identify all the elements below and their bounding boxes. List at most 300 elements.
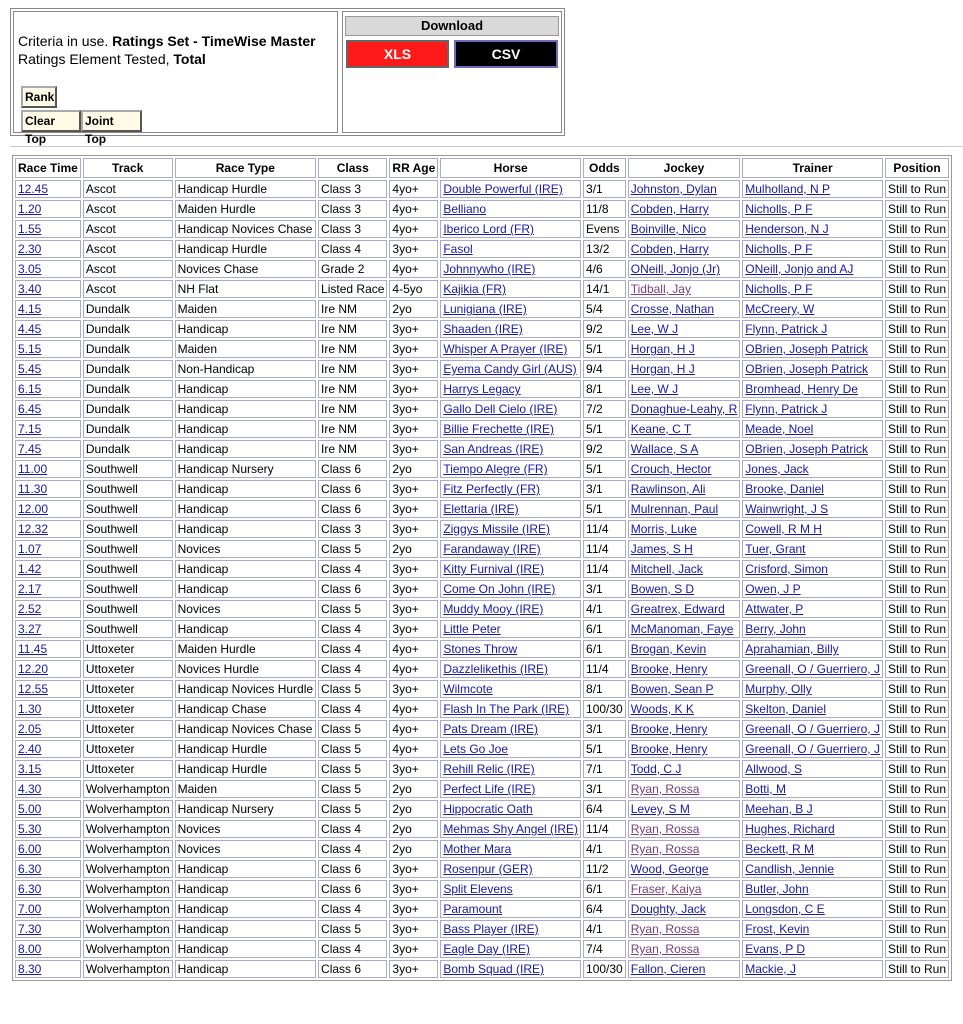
trainer-link[interactable]: OBrien, Joseph Patrick <box>745 342 868 356</box>
element-prefix: Ratings Element Tested, <box>18 51 174 67</box>
age-cell: 3yo+ <box>389 420 438 438</box>
age-cell: 4-5yo <box>389 280 438 298</box>
race-time-link[interactable]: 12.45 <box>18 182 49 196</box>
race-type-cell: Handicap <box>175 520 316 538</box>
jockey-link[interactable]: Brogan, Kevin <box>630 642 707 656</box>
horse-link[interactable]: Farandaway (IRE) <box>443 542 541 556</box>
trainer-link[interactable]: Beckett, R M <box>745 842 814 856</box>
jockey-link[interactable]: Cobden, Harry <box>630 242 709 256</box>
horse-cell <box>440 760 581 778</box>
race-type-cell: Non-Handicap <box>175 360 316 378</box>
position-cell: Still to Run <box>885 260 949 278</box>
jockey-cell <box>628 840 741 858</box>
rank-button[interactable]: Rank <box>21 86 57 108</box>
race-time-link[interactable]: 3.15 <box>18 762 42 776</box>
trainer-link[interactable]: Aprahamian, Billy <box>745 642 839 656</box>
horse-cell <box>440 340 581 358</box>
horse-link[interactable]: Billie Frechette (IRE) <box>443 422 555 436</box>
track-cell: Ascot <box>83 260 173 278</box>
race-time-link[interactable]: 4.30 <box>18 782 42 796</box>
race-time-link[interactable]: 3.05 <box>18 262 42 276</box>
jockey-link[interactable]: Ryan, Rossa <box>630 822 700 836</box>
trainer-link[interactable]: Owen, J P <box>745 582 801 596</box>
trainer-cell <box>742 460 883 478</box>
jockey-cell <box>628 340 741 358</box>
header-row <box>15 158 949 178</box>
race-time-link[interactable]: 1.30 <box>18 702 42 716</box>
class-cell: Class 6 <box>318 580 387 598</box>
trainer-cell <box>742 880 883 898</box>
horse-cell <box>440 240 581 258</box>
age-cell: 4yo+ <box>389 700 438 718</box>
horse-link[interactable]: Fitz Perfectly (FR) <box>443 482 540 496</box>
table-row <box>15 800 949 818</box>
race-time-cell <box>15 220 81 238</box>
table-row <box>15 580 949 598</box>
jockey-cell <box>628 360 741 378</box>
race-time-link[interactable]: 7.00 <box>18 902 42 916</box>
horse-link[interactable]: Whisper A Prayer (IRE) <box>443 342 568 356</box>
age-cell: 2yo <box>389 820 438 838</box>
race-time-link[interactable]: 11.30 <box>18 482 48 496</box>
jockey-link[interactable]: Woods, K K <box>630 702 694 716</box>
horse-link[interactable]: Perfect Life (IRE) <box>443 782 536 796</box>
jockey-link[interactable]: Donaghue-Leahy, R <box>630 402 738 416</box>
horse-link[interactable]: Come On John (IRE) <box>443 582 556 596</box>
jockey-link[interactable]: Crouch, Hector <box>630 462 712 476</box>
track-cell: Ascot <box>83 240 173 258</box>
horse-cell <box>440 960 581 978</box>
trainer-link[interactable]: Candlish, Jennie <box>745 862 834 876</box>
race-time-link[interactable]: 2.17 <box>18 582 42 596</box>
position-cell: Still to Run <box>885 220 949 238</box>
race-time-cell <box>15 740 81 758</box>
class-cell: Class 6 <box>318 960 387 978</box>
table-row <box>15 340 949 358</box>
race-time-link[interactable]: 1.42 <box>18 562 42 576</box>
table-row <box>15 500 949 518</box>
table-row <box>15 660 949 678</box>
table-row <box>15 520 949 538</box>
trainer-link[interactable]: Skelton, Daniel <box>745 702 826 716</box>
trainer-link[interactable]: Nicholls, P F <box>745 282 813 296</box>
trainer-cell <box>742 180 883 198</box>
track-cell: Ascot <box>83 280 173 298</box>
trainer-link[interactable]: Meehan, B J <box>745 802 813 816</box>
trainer-link[interactable]: Hughes, Richard <box>745 822 835 836</box>
horse-cell <box>440 300 581 318</box>
race-time-link[interactable]: 6.30 <box>18 882 42 896</box>
age-cell: 3yo+ <box>389 760 438 778</box>
trainer-link[interactable]: McCreery, W <box>745 302 815 316</box>
jockey-link[interactable]: Cobden, Harry <box>630 202 709 216</box>
race-time-link[interactable]: 6.00 <box>18 842 42 856</box>
odds-cell: 7/4 <box>583 940 626 958</box>
trainer-link[interactable]: Wainwright, J S <box>745 502 829 516</box>
race-time-cell <box>15 180 81 198</box>
jockey-cell <box>628 620 741 638</box>
horse-cell <box>440 380 581 398</box>
horse-link[interactable]: Dazzlelikethis (IRE) <box>443 662 549 676</box>
jockey-cell <box>628 860 741 878</box>
age-cell: 3yo+ <box>389 860 438 878</box>
race-type-cell: Handicap <box>175 320 316 338</box>
race-time-cell <box>15 560 81 578</box>
jockey-link[interactable]: Keane, C T <box>630 422 692 436</box>
trainer-cell <box>742 940 883 958</box>
trainer-link[interactable]: Mulholland, N P <box>745 182 830 196</box>
trainer-cell <box>742 640 883 658</box>
track-cell: Southwell <box>83 600 173 618</box>
race-time-link[interactable]: 5.45 <box>18 362 42 376</box>
jockey-link[interactable]: Ryan, Rossa <box>630 842 700 856</box>
trainer-link[interactable]: Evans, P D <box>745 942 806 956</box>
odds-cell: 7/1 <box>583 760 626 778</box>
jockey-link[interactable]: Brooke, Henry <box>630 722 708 736</box>
horse-link[interactable]: Wilmcote <box>443 682 493 696</box>
trainer-link[interactable]: Berry, John <box>745 622 806 636</box>
joint-top-button[interactable]: Joint Top <box>81 110 142 132</box>
trainer-link[interactable]: Henderson, N J <box>745 222 829 236</box>
class-cell: Ire NM <box>318 420 387 438</box>
trainer-link[interactable]: Meade, Noel <box>745 422 814 436</box>
class-cell: Class 3 <box>318 180 387 198</box>
table-row <box>15 440 949 458</box>
position-cell: Still to Run <box>885 420 949 438</box>
horse-cell <box>440 420 581 438</box>
horse-cell <box>440 840 581 858</box>
race-time-link[interactable]: 1.20 <box>18 202 42 216</box>
trainer-link[interactable]: Longsdon, C E <box>745 902 825 916</box>
position-cell: Still to Run <box>885 500 949 518</box>
trainer-link[interactable]: Bromhead, Henry De <box>745 382 858 396</box>
odds-cell: 11/4 <box>583 560 626 578</box>
horse-cell <box>440 600 581 618</box>
race-time-cell <box>15 380 81 398</box>
race-time-cell <box>15 800 81 818</box>
odds-cell: 11/4 <box>583 660 626 678</box>
trainer-link[interactable]: Butler, John <box>745 882 809 896</box>
jockey-link[interactable]: Fraser, Kaiya <box>630 882 702 896</box>
race-type-cell: Maiden Hurdle <box>175 640 316 658</box>
trainer-cell <box>742 260 883 278</box>
race-time-link[interactable]: 8.30 <box>18 962 42 976</box>
horse-link[interactable]: Tiempo Alegre (FR) <box>443 462 548 476</box>
trainer-link[interactable]: ONeill, Jonjo and AJ <box>745 262 854 276</box>
trainer-link[interactable]: Flynn, Patrick J <box>745 322 828 336</box>
horse-link[interactable]: Hippocratic Oath <box>443 802 533 816</box>
horse-link[interactable]: Mother Mara <box>443 842 512 856</box>
divider <box>10 146 963 147</box>
race-time-link[interactable]: 7.30 <box>18 922 42 936</box>
trainer-link[interactable]: Attwater, P <box>745 602 804 616</box>
trainer-link[interactable]: Brooke, Daniel <box>745 482 824 496</box>
race-time-link[interactable]: 5.15 <box>18 342 42 356</box>
age-cell: 4yo+ <box>389 660 438 678</box>
jockey-link[interactable]: Wallace, S A <box>630 442 699 456</box>
jockey-link[interactable]: James, S H <box>630 542 693 556</box>
trainer-link[interactable]: Nicholls, P F <box>745 242 813 256</box>
race-time-link[interactable]: 8.00 <box>18 942 42 956</box>
download-box <box>342 11 562 133</box>
race-time-link[interactable]: 12.32 <box>18 522 49 536</box>
age-cell: 3yo+ <box>389 620 438 638</box>
age-cell: 3yo+ <box>389 920 438 938</box>
race-time-link[interactable]: 5.30 <box>18 822 42 836</box>
jockey-link[interactable]: Ryan, Rossa <box>630 922 700 936</box>
horse-link[interactable]: Ziggys Missile (IRE) <box>443 522 550 536</box>
jockey-link[interactable]: Mulrennan, Paul <box>630 502 719 516</box>
trainer-link[interactable]: Cowell, R M H <box>745 522 822 536</box>
position-cell: Still to Run <box>885 600 949 618</box>
trainer-cell <box>742 200 883 218</box>
jockey-cell <box>628 900 741 918</box>
trainer-link[interactable]: Greenall, O / Guerriero, J <box>745 722 880 736</box>
table-row <box>15 780 949 798</box>
table-row <box>15 940 949 958</box>
track-cell: Wolverhampton <box>83 960 173 978</box>
trainer-cell <box>742 820 883 838</box>
horse-link[interactable]: Harrys Legacy <box>443 382 521 396</box>
age-cell: 4yo+ <box>389 220 438 238</box>
race-time-link[interactable]: 11.45 <box>18 642 48 656</box>
position-cell: Still to Run <box>885 180 949 198</box>
position-cell: Still to Run <box>885 680 949 698</box>
trainer-link[interactable]: Allwood, S <box>745 762 802 776</box>
jockey-cell <box>628 500 741 518</box>
jockey-link[interactable]: Boinville, Nico <box>630 222 707 236</box>
position-cell: Still to Run <box>885 660 949 678</box>
trainer-cell <box>742 720 883 738</box>
horse-link[interactable]: Rosenpur (GER) <box>443 862 533 876</box>
horse-link[interactable]: Lets Go Joe <box>443 742 509 756</box>
race-time-link[interactable]: 12.20 <box>18 662 49 676</box>
jockey-cell <box>628 280 741 298</box>
horse-link[interactable]: Fasol <box>443 242 473 256</box>
horse-link[interactable]: Little Peter <box>443 622 501 636</box>
horse-link[interactable]: Gallo Dell Cielo (IRE) <box>443 402 558 416</box>
race-time-cell <box>15 700 81 718</box>
horse-link[interactable]: Lunigiana (IRE) <box>443 302 527 316</box>
odds-cell: 6/1 <box>583 880 626 898</box>
race-time-cell <box>15 680 81 698</box>
horse-link[interactable]: Elettaria (IRE) <box>443 502 519 516</box>
trainer-cell <box>742 900 883 918</box>
horse-link[interactable]: Bomb Squad (IRE) <box>443 962 545 976</box>
horse-link[interactable]: Split Elevens <box>443 882 513 896</box>
jockey-link[interactable]: Lee, W J <box>630 382 679 396</box>
table-row <box>15 820 949 838</box>
table-row <box>15 320 949 338</box>
trainer-cell <box>742 360 883 378</box>
horse-link[interactable]: Mehmas Shy Angel (IRE) <box>443 822 579 836</box>
track-cell: Southwell <box>83 580 173 598</box>
jockey-link[interactable]: Lee, W J <box>630 322 679 336</box>
position-cell: Still to Run <box>885 720 949 738</box>
trainer-link[interactable]: Murphy, Olly <box>745 682 812 696</box>
jockey-link[interactable]: Bowen, S D <box>630 582 695 596</box>
jockey-link[interactable]: Ryan, Rossa <box>630 942 700 956</box>
jockey-link[interactable]: Rawlinson, Ali <box>630 482 706 496</box>
horse-link[interactable]: Flash In The Park (IRE) <box>443 702 570 716</box>
csv-download-button[interactable]: CSV <box>454 40 558 68</box>
horse-link[interactable]: Kitty Furnival (IRE) <box>443 562 544 576</box>
odds-cell: 3/1 <box>583 580 626 598</box>
track-cell: Dundalk <box>83 340 173 358</box>
jockey-link[interactable]: Brooke, Henry <box>630 742 708 756</box>
jockey-cell <box>628 960 741 978</box>
race-time-link[interactable]: 12.00 <box>18 502 49 516</box>
column-header-jockey: Jockey <box>628 158 741 178</box>
track-cell: Dundalk <box>83 360 173 378</box>
trainer-link[interactable]: Nicholls, P F <box>745 202 813 216</box>
jockey-link[interactable]: Brooke, Henry <box>630 662 708 676</box>
jockey-link[interactable]: Levey, S M <box>630 802 690 816</box>
trainer-link[interactable]: Flynn, Patrick J <box>745 402 828 416</box>
race-time-cell <box>15 940 81 958</box>
table-row <box>15 860 949 878</box>
race-time-link[interactable]: 3.40 <box>18 282 42 296</box>
trainer-link[interactable]: Botti, M <box>745 782 786 796</box>
jockey-link[interactable]: Horgan, H J <box>630 362 695 376</box>
horse-link[interactable]: Muddy Mooy (IRE) <box>443 602 544 616</box>
horse-cell <box>440 580 581 598</box>
race-time-cell <box>15 780 81 798</box>
race-time-link[interactable]: 6.45 <box>18 402 42 416</box>
horse-link[interactable]: Belliano <box>443 202 487 216</box>
jockey-link[interactable]: Greatrex, Edward <box>630 602 725 616</box>
horse-link[interactable]: Kajikia (FR) <box>443 282 506 296</box>
table-row <box>15 260 949 278</box>
jockey-link[interactable]: ONeill, Jonjo (Jr) <box>630 262 721 276</box>
race-time-cell <box>15 840 81 858</box>
race-time-link[interactable]: 4.45 <box>18 322 42 336</box>
race-time-link[interactable]: 2.40 <box>18 742 42 756</box>
age-cell: 4yo+ <box>389 740 438 758</box>
odds-cell: 6/1 <box>583 620 626 638</box>
age-cell: 3yo+ <box>389 940 438 958</box>
horse-link[interactable]: Iberico Lord (FR) <box>443 222 535 236</box>
horse-link[interactable]: Johnnywho (IRE) <box>443 262 536 276</box>
jockey-link[interactable]: Doughty, Jack <box>630 902 706 916</box>
horse-link[interactable]: Eyema Candy Girl (AUS) <box>443 362 577 376</box>
race-time-link[interactable]: 1.55 <box>18 222 42 236</box>
jockey-link[interactable]: Ryan, Rossa <box>630 782 700 796</box>
track-cell: Dundalk <box>83 420 173 438</box>
horse-link[interactable]: Paramount <box>443 902 503 916</box>
jockey-link[interactable]: Todd, C J <box>630 762 682 776</box>
position-cell: Still to Run <box>885 760 949 778</box>
race-time-link[interactable]: 1.07 <box>18 542 42 556</box>
ratings-set: Ratings Set - TimeWise Master <box>112 33 316 49</box>
class-cell: Ire NM <box>318 300 387 318</box>
race-time-link[interactable]: 5.00 <box>18 802 42 816</box>
race-time-link[interactable]: 6.15 <box>18 382 42 396</box>
position-cell: Still to Run <box>885 540 949 558</box>
race-time-link[interactable]: 3.27 <box>18 622 42 636</box>
criteria-box <box>13 11 338 146</box>
jockey-link[interactable]: Johnston, Dylan <box>630 182 717 196</box>
horse-link[interactable]: Bass Player (IRE) <box>443 922 539 936</box>
horse-link[interactable]: Double Powerful (IRE) <box>443 182 563 196</box>
race-time-link[interactable]: 11.00 <box>18 462 48 476</box>
horse-link[interactable]: Stones Throw <box>443 642 518 656</box>
track-cell: Dundalk <box>83 380 173 398</box>
trainer-link[interactable]: Frost, Kevin <box>745 922 810 936</box>
trainer-link[interactable]: OBrien, Joseph Patrick <box>745 442 868 456</box>
trainer-link[interactable]: Mackie, J <box>745 962 796 976</box>
jockey-link[interactable]: McManoman, Faye <box>630 622 734 636</box>
xls-download-button[interactable]: XLS <box>346 40 449 68</box>
trainer-link[interactable]: Greenall, O / Guerriero, J <box>745 662 880 676</box>
race-time-link[interactable]: 4.15 <box>18 302 42 316</box>
race-time-cell <box>15 960 81 978</box>
jockey-link[interactable]: Tidball, Jay <box>630 282 691 296</box>
trainer-link[interactable]: OBrien, Joseph Patrick <box>745 362 868 376</box>
race-time-link[interactable]: 2.05 <box>18 722 42 736</box>
jockey-cell <box>628 820 741 838</box>
race-time-link[interactable]: 12.55 <box>18 682 49 696</box>
race-time-link[interactable]: 7.15 <box>18 422 42 436</box>
age-cell: 4yo+ <box>389 640 438 658</box>
trainer-link[interactable]: Greenall, O / Guerriero, J <box>745 742 880 756</box>
class-cell: Class 5 <box>318 800 387 818</box>
horse-cell <box>440 500 581 518</box>
jockey-link[interactable]: Horgan, H J <box>630 342 695 356</box>
horse-cell <box>440 660 581 678</box>
class-cell: Listed Race <box>318 280 387 298</box>
trainer-link[interactable]: Jones, Jack <box>745 462 809 476</box>
track-cell: Wolverhampton <box>83 900 173 918</box>
track-cell: Southwell <box>83 460 173 478</box>
race-time-link[interactable]: 7.45 <box>18 442 42 456</box>
table-row <box>15 200 949 218</box>
odds-cell: 9/2 <box>583 440 626 458</box>
jockey-link[interactable]: Mitchell, Jack <box>630 562 703 576</box>
race-time-cell <box>15 920 81 938</box>
position-cell: Still to Run <box>885 280 949 298</box>
race-time-cell <box>15 200 81 218</box>
jockey-link[interactable]: Wood, George <box>630 862 709 876</box>
race-type-cell: Handicap Novices Chase <box>175 720 316 738</box>
odds-cell: 5/1 <box>583 740 626 758</box>
race-time-link[interactable]: 2.30 <box>18 242 42 256</box>
horse-link[interactable]: San Andreas (IRE) <box>443 442 544 456</box>
trainer-link[interactable]: Tuer, Grant <box>745 542 806 556</box>
jockey-cell <box>628 700 741 718</box>
horse-link[interactable]: Rehill Relic (IRE) <box>443 762 535 776</box>
race-time-link[interactable]: 2.52 <box>18 602 42 616</box>
age-cell: 3yo+ <box>389 400 438 418</box>
age-cell: 3yo+ <box>389 340 438 358</box>
race-time-link[interactable]: 6.30 <box>18 862 42 876</box>
horse-cell <box>440 400 581 418</box>
horse-link[interactable]: Pats Dream (IRE) <box>443 722 538 736</box>
horse-link[interactable]: Shaaden (IRE) <box>443 322 523 336</box>
race-time-cell <box>15 320 81 338</box>
position-cell: Still to Run <box>885 940 949 958</box>
jockey-link[interactable]: Morris, Luke <box>630 522 697 536</box>
horse-link[interactable]: Eagle Day (IRE) <box>443 942 531 956</box>
track-cell: Wolverhampton <box>83 880 173 898</box>
clear-top-button[interactable]: Clear Top <box>21 110 81 132</box>
jockey-link[interactable]: Crosse, Nathan <box>630 302 715 316</box>
jockey-link[interactable]: Fallon, Cieren <box>630 962 706 976</box>
jockey-link[interactable]: Bowen, Sean P <box>630 682 714 696</box>
table-row <box>15 960 949 978</box>
trainer-cell <box>742 340 883 358</box>
trainer-link[interactable]: Crisford, Simon <box>745 562 828 576</box>
